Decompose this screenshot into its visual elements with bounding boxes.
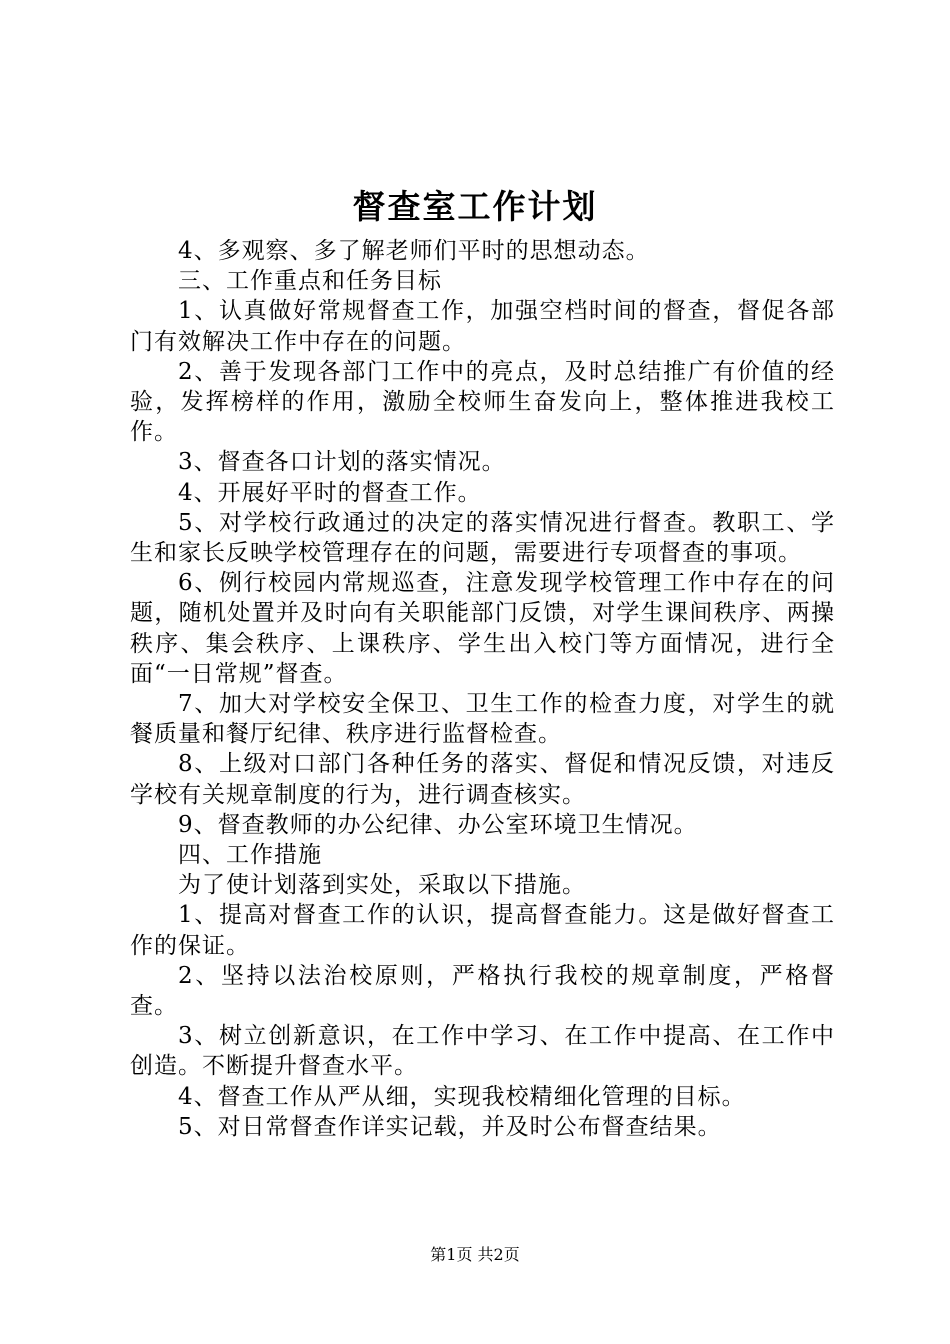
paragraph: 5、对学校行政通过的决定的落实情况进行督查。教职工、学生和家长反映学校管理存在的问题，需要进行专项督查的事项。 — [130, 509, 835, 567]
paragraph: 2、善于发现各部门工作中的亮点，及时总结推广有价值的经验，发挥榜样的作用，激励全校师生奋发向上，整体推进我校工作。 — [130, 358, 835, 446]
paragraph: 6、例行校园内常规巡查，注意发现学校管理工作中存在的问题，随机处置并及时向有关职能部门反馈，对学生课间秩序、两操秩序、集会秩序、上课秩序、学生出入校门等方面情况，进行全面“一日常规”督查。 — [130, 570, 835, 687]
paragraph: 8、上级对口部门各种任务的落实、督促和情况反馈，对违反学校有关规章制度的行为，进行调查核实。 — [130, 751, 835, 808]
paragraph: 3、树立创新意识，在工作中学习、在工作中提高、在工作中创造。不断提升督查水平。 — [130, 1023, 835, 1080]
paragraph: 4、多观察、多了解老师们平时的思想动态。 — [178, 238, 650, 264]
paragraph: 4、督查工作从严从细，实现我校精细化管理的目标。 — [178, 1083, 746, 1110]
paragraph: 1、提高对督查工作的认识，提高督查能力。这是做好督查工作的保证。 — [130, 902, 835, 959]
paragraph: 4、开展好平时的督查工作。 — [178, 479, 482, 506]
section-heading: 四、工作措施 — [178, 842, 322, 869]
paragraph: 为了使计划落到实处，采取以下措施。 — [178, 872, 586, 899]
document-body — [130, 236, 835, 1142]
paragraph: 7、加大对学校安全保卫、卫生工作的检查力度，对学生的就餐质量和餐厅纪律、秩序进行监督检查。 — [130, 691, 835, 748]
paragraph: 5、对日常督查作详实记载，并及时公布督查结果。 — [178, 1113, 722, 1140]
paragraph: 9、督查教师的办公纪律、办公室环境卫生情况。 — [178, 811, 698, 838]
section-heading: 三、工作重点和任务目标 — [178, 268, 442, 295]
document-title: 督查室工作计划 — [352, 187, 598, 226]
page-number-footer: 第1页 共2页 — [430, 1245, 520, 1264]
paragraph: 1、认真做好常规督查工作，加强空档时间的督查，督促各部门有效解决工作中存在的问题。 — [130, 298, 835, 355]
paragraph: 3、督查各口计划的落实情况。 — [178, 449, 506, 476]
paragraph: 2、坚持以法治校原则，严格执行我校的规章制度，严格督查。 — [130, 962, 835, 1020]
